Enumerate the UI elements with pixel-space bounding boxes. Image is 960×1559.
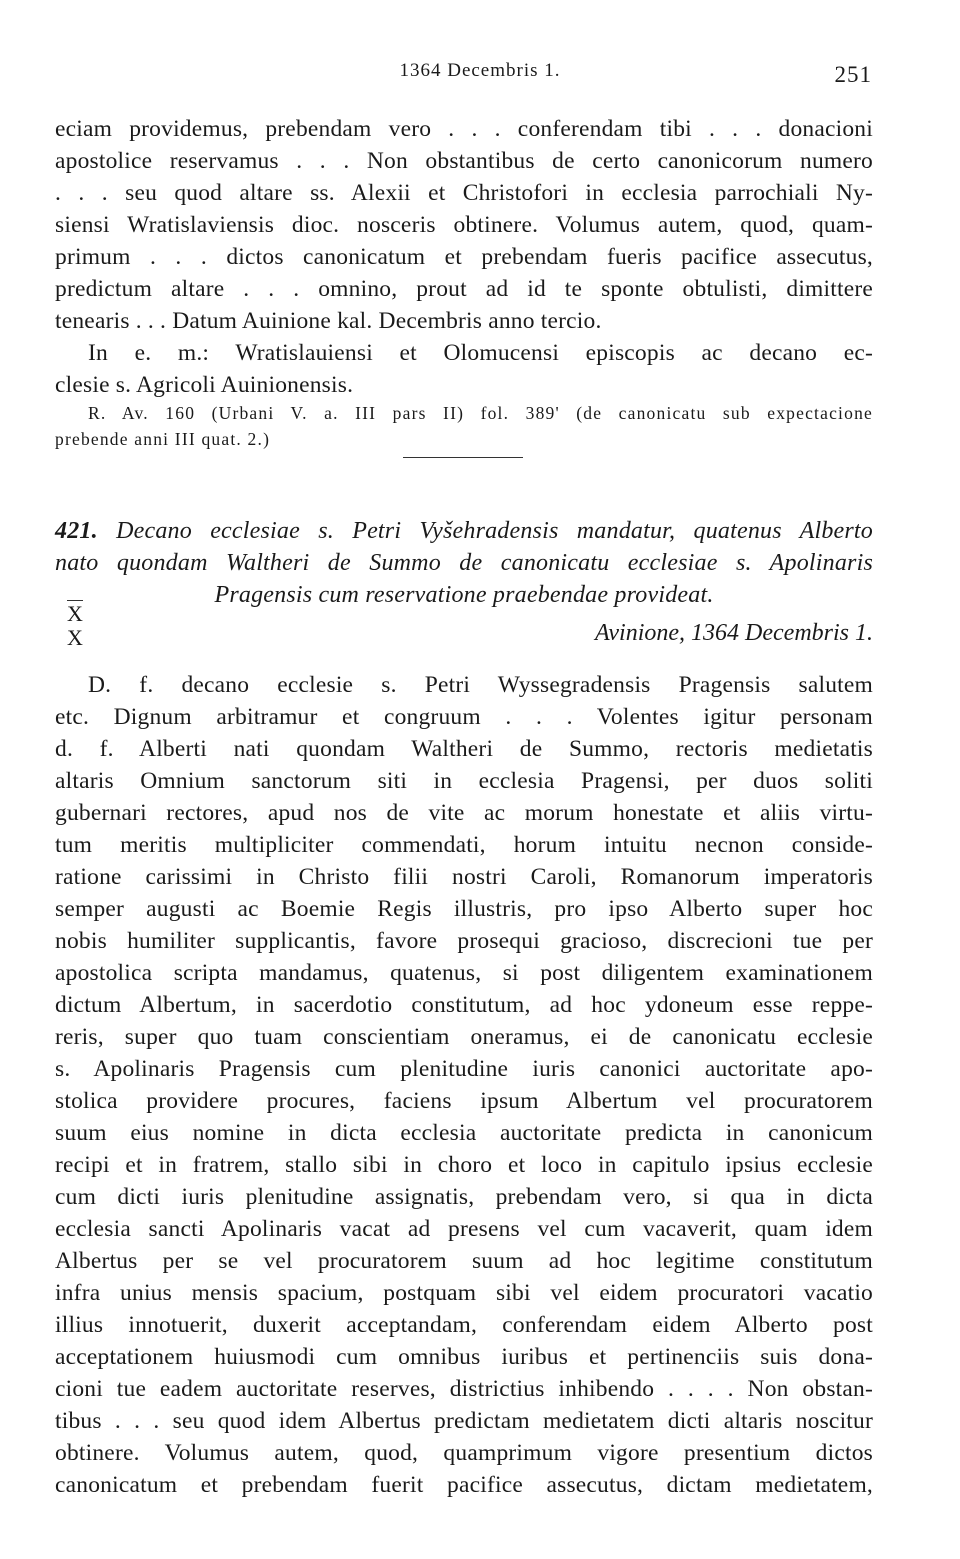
in-eundem-modum-line: clesie s. Agricoli Auinionensis. <box>55 372 354 398</box>
regest-text: Decano ecclesiae s. Petri Vyšehradensis mandatur, quatenus Alberto <box>116 518 873 544</box>
body-line: etc. Dignum arbitramur et congruum . . . Volentes igitur personam <box>55 704 873 730</box>
body-line: cioni tue eadem auctoritate reserves, districtius inhibendo . . . . Non obstan- <box>55 1376 873 1402</box>
in-eundem-modum-line: In e. m.: Wratislauiensi et Olomucensi episcopis ac decano ec- <box>88 340 873 366</box>
body-line: D. f. decano ecclesie s. Petri Wyssegradensis Pragensis salutem <box>88 672 873 698</box>
body-line: altaris Omnium sanctorum siti in ecclesia Pragensi, per duos soliti <box>55 768 873 794</box>
body-line: s. Apolinaris Pragensis cum plenitudine iuris canonici auctoritate apo- <box>55 1056 873 1082</box>
body-line: dictum Albertum, in sacerdotio constitutum, ad hoc ydoneum esse reppe- <box>55 992 873 1018</box>
body-line: Albertus per se vel procuratorem suum ad hoc legitime constitutum <box>55 1248 873 1274</box>
entry-number: 421. <box>55 518 98 544</box>
dateline: Avinione, 1364 Decembris 1. <box>595 620 873 646</box>
marginal-note <box>60 600 90 650</box>
citation-line: R. Av. 160 (Urbani V. a. III pars II) fol. 389' (de canonicatu sub expectacione <box>88 403 873 423</box>
body-line: stolica providere procures, faciens ipsum Albertum vel procuratorem <box>55 1088 873 1114</box>
body-line: suum eius nomine in dicta ecclesia auctoritate predicta in canonicum <box>55 1120 873 1146</box>
page-header <box>0 58 960 88</box>
text-line: apostolice reservamus . . . Non obstantibus de certo canonicorum numero <box>55 148 873 174</box>
body-line: recipi et in fratrem, stallo sibi in choro et loco in capitulo ipsius ecclesie <box>55 1152 873 1178</box>
marginal-note-lower: X <box>67 625 83 650</box>
regest-line-first <box>55 516 873 546</box>
text-line: tenearis . . . Datum Auinione kal. Decembris anno tercio. <box>55 308 602 334</box>
body-line: semper augusti ac Boemie Regis illustris, pro ipso Alberto super hoc <box>55 896 873 922</box>
running-head: 1364 Decembris 1. <box>399 60 561 81</box>
text-line: . . . seu quod altare ss. Alexii et Christofori in ecclesia parrochiali Ny- <box>55 180 873 206</box>
body-line: obtinere. Volumus autem, quod, quamprimum vigore presentium dictos <box>55 1440 873 1466</box>
text-line: primum . . . dictos canonicatum et prebendam fueris pacifice assecutus, <box>55 244 873 270</box>
section-divider <box>403 457 523 458</box>
text-line: siensi Wratislaviensis dioc. nosceris obtinere. Volumus autem, quod, quam- <box>55 212 873 238</box>
body-line: ecclesia sancti Apolinaris vacat ad presens vel cum vacaverit, quam idem <box>55 1216 873 1242</box>
body-line: ratione carissimi in Christo filii nostri Caroli, Romanorum imperatoris <box>55 864 873 890</box>
text-line: predictum altare . . . omnino, prout ad id te sponte obtulisti, dimittere <box>55 276 873 302</box>
page-number: 251 <box>834 62 872 87</box>
body-line: gubernari rectores, apud nos de vite ac morum honestate et aliis virtu- <box>55 800 873 826</box>
body-line: nobis humiliter supplicantis, favore prosequi gracioso, discrecioni tue per <box>55 928 873 954</box>
body-line: acceptationem huiusmodi cum omnibus iuribus et pertinenciis suis dona- <box>55 1344 873 1370</box>
regest-line: Pragensis cum reservatione praebendae provideat. <box>214 582 714 608</box>
body-line: reris, super quo tuam conscientiam oneramus, ei de canonicatu ecclesie <box>55 1024 873 1050</box>
body-line: illius innotuerit, duxerit acceptandam, conferendam eidem Alberto post <box>55 1312 873 1338</box>
body-line: tibus . . . seu quod idem Albertus predictam medietatem dicti altaris noscitur <box>55 1408 873 1434</box>
body-line: d. f. Alberti nati quondam Waltheri de Summo, rectoris medietatis <box>55 736 873 762</box>
citation-line: prebende anni III quat. 2.) <box>55 429 271 449</box>
body-line: canonicatum et prebendam fuerit pacifice assecutus, dictam medietatem, <box>55 1472 873 1498</box>
body-line: tum meritis multipliciter commendati, horum intuitu necnon conside- <box>55 832 873 858</box>
text-line: eciam providemus, prebendam vero . . . conferendam tibi . . . donacioni <box>55 116 873 142</box>
body-line: cum dicti iuris plenitudine assignatis, prebendam vero, si qua in dicta <box>55 1184 873 1210</box>
marginal-note-upper: X <box>67 601 83 626</box>
body-line: infra unius mensis spacium, postquam sibi vel eidem procuratori vacatio <box>55 1280 873 1306</box>
body-line: apostolica scripta mandamus, quatenus, si post diligentem examinationem <box>55 960 873 986</box>
regest-line: nato quondam Waltheri de Summo de canonicatu ecclesiae s. Apolinaris <box>55 550 873 576</box>
